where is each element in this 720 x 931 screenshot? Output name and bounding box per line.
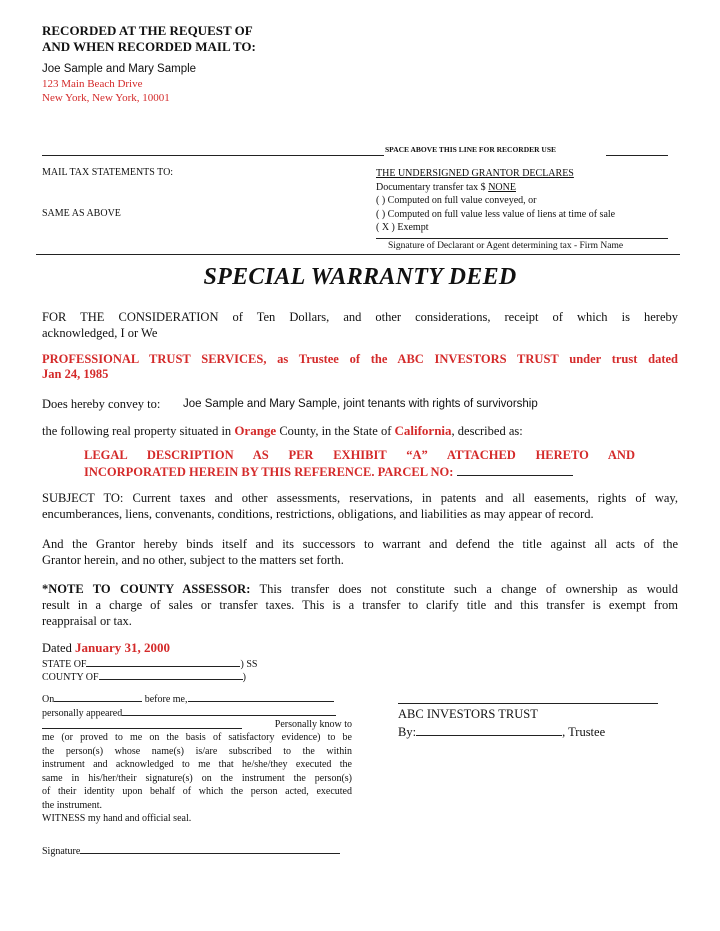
witness-line: WITNESS my hand and official seal. bbox=[42, 813, 192, 824]
dated-value: January 31, 2000 bbox=[74, 640, 170, 655]
recipient-address-line1: 123 Main Beach Drive bbox=[42, 78, 143, 90]
notary-body-line: instrument and acknowledged to me that he/she/they executed the bbox=[42, 759, 352, 770]
notary-body-line: the instrument. bbox=[42, 799, 102, 811]
recorder-rule-left bbox=[42, 155, 384, 156]
trustee-entity-name: ABC INVESTORS TRUST bbox=[398, 707, 538, 721]
notary-acknowledgment bbox=[42, 731, 352, 826]
county-of-line: COUNTY OF ) bbox=[42, 669, 246, 684]
personally-appeared-line: personally appeared bbox=[42, 705, 336, 720]
recorded-request-heading: RECORDED AT THE REQUEST OF bbox=[42, 23, 253, 38]
tax-option-less-liens: ( ) Computed on full value less value of liens at time of sale bbox=[376, 208, 616, 220]
transfer-tax-value: NONE bbox=[488, 181, 516, 193]
notary-signature-blank[interactable] bbox=[80, 843, 340, 854]
trustee-signature-rule bbox=[398, 703, 658, 704]
deed-title: SPECIAL WARRANTY DEED bbox=[203, 264, 517, 290]
convey-label: Does hereby convey to: bbox=[42, 397, 161, 411]
recorder-rule-right bbox=[606, 155, 668, 156]
appeared-blank-2[interactable] bbox=[42, 718, 242, 729]
trustee-by-line: By: , Trustee bbox=[398, 725, 606, 739]
header-separator bbox=[36, 254, 680, 255]
property-state: California bbox=[394, 423, 452, 438]
dated-line: Dated January 31, 2000 bbox=[42, 640, 170, 655]
grantor-declares-title: THE UNDERSIGNED GRANTOR DECLARES bbox=[376, 168, 574, 179]
state-blank[interactable] bbox=[86, 656, 240, 667]
notary-signature-line: Signature bbox=[42, 843, 340, 858]
state-of-line: STATE OF ) SS bbox=[42, 656, 257, 671]
notary-body-line: of their identity upon behalf of which the person acted, executed bbox=[42, 786, 352, 797]
notary-name-blank[interactable] bbox=[188, 691, 334, 702]
transfer-tax-line: Documentary transfer tax $ NONE bbox=[376, 181, 516, 193]
consideration-line2: acknowledged, I or We bbox=[42, 326, 158, 340]
assessor-note-line3: reappraisal or tax. bbox=[42, 614, 132, 628]
legal-description-line1: LEGAL DESCRIPTION AS PER EXHIBIT “A” ATTACHED HERETO AND bbox=[84, 448, 635, 462]
personally-known-line: Personally know to bbox=[42, 718, 352, 733]
legal-description-line2: INCORPORATED HEREIN BY THIS REFERENCE. PARCEL NO: bbox=[84, 463, 635, 480]
notary-body-line: me (or proved to me on the basis of satisfactory evidence) to be bbox=[42, 732, 352, 743]
mail-tax-label: MAIL TAX STATEMENTS TO: bbox=[42, 167, 174, 178]
assessor-note-line2: result in a charge of sales or transfer taxes. This is a transfer to clarify title and this transfer is exempt from bbox=[42, 598, 678, 612]
notary-body-line: the person(s) whose name(s) is/are subscribed to the within bbox=[42, 745, 352, 757]
grantee-names: Joe Sample and Mary Sample, joint tenants with rights of survivorship bbox=[183, 398, 538, 410]
grantor-trustee-line2: Jan 24, 1985 bbox=[42, 367, 109, 381]
assessor-note-label: *NOTE TO COUNTY ASSESSOR: bbox=[42, 582, 251, 596]
declarant-signature-rule bbox=[376, 238, 668, 239]
property-county: Orange bbox=[234, 423, 277, 438]
declarant-signature-label: Signature of Declarant or Agent determining tax - Firm Name bbox=[388, 241, 624, 251]
appeared-blank[interactable] bbox=[122, 705, 336, 716]
notary-body-line: same in his/her/their signature(s) on the instrument the person(s) bbox=[42, 772, 352, 784]
recorder-use-label: SPACE ABOVE THIS LINE FOR RECORDER USE bbox=[385, 145, 557, 154]
tax-option-full-value: ( ) Computed on full value conveyed, or bbox=[376, 195, 537, 206]
subject-to-line2: encumberances, liens, convenants, conditions, restrictions, obligations, and liabilities as may appear of record. bbox=[42, 507, 594, 521]
tax-option-exempt: ( X ) Exempt bbox=[376, 222, 429, 233]
assessor-note-line1: *NOTE TO COUNTY ASSESSOR: This transfer does not constitute such a change of ownership as would bbox=[42, 582, 678, 596]
grantor-trustee-line1: PROFESSIONAL TRUST SERVICES, as Trustee of the ABC INVESTORS TRUST under trust dated bbox=[42, 352, 678, 366]
trustee-by-blank[interactable] bbox=[416, 724, 562, 736]
property-location: the following real property situated in Orange County, in the State of California, described as: bbox=[42, 423, 523, 438]
warranty-line1: And the Grantor hereby binds itself and its successors to warrant and defend the title against all acts of the bbox=[42, 537, 678, 551]
parcel-number-blank[interactable] bbox=[457, 463, 573, 476]
recorded-mail-heading: AND WHEN RECORDED MAIL TO: bbox=[42, 39, 256, 54]
county-blank[interactable] bbox=[99, 669, 243, 680]
subject-to-line1: SUBJECT TO: Current taxes and other assessments, reservations, in patents and all easements, rights of way, bbox=[42, 491, 678, 505]
consideration-line1: FOR THE CONSIDERATION of Ten Dollars, and other considerations, receipt of which is hereby bbox=[42, 310, 678, 324]
mail-tax-value: SAME AS ABOVE bbox=[42, 208, 121, 219]
notary-date-blank[interactable] bbox=[54, 691, 142, 702]
recipient-names: Joe Sample and Mary Sample bbox=[42, 63, 197, 75]
recipient-address-line2: New York, New York, 10001 bbox=[42, 92, 170, 104]
warranty-line2: Grantor herein, and no other, subject to the matters set forth. bbox=[42, 553, 344, 567]
on-date-line: On before me, bbox=[42, 691, 334, 706]
